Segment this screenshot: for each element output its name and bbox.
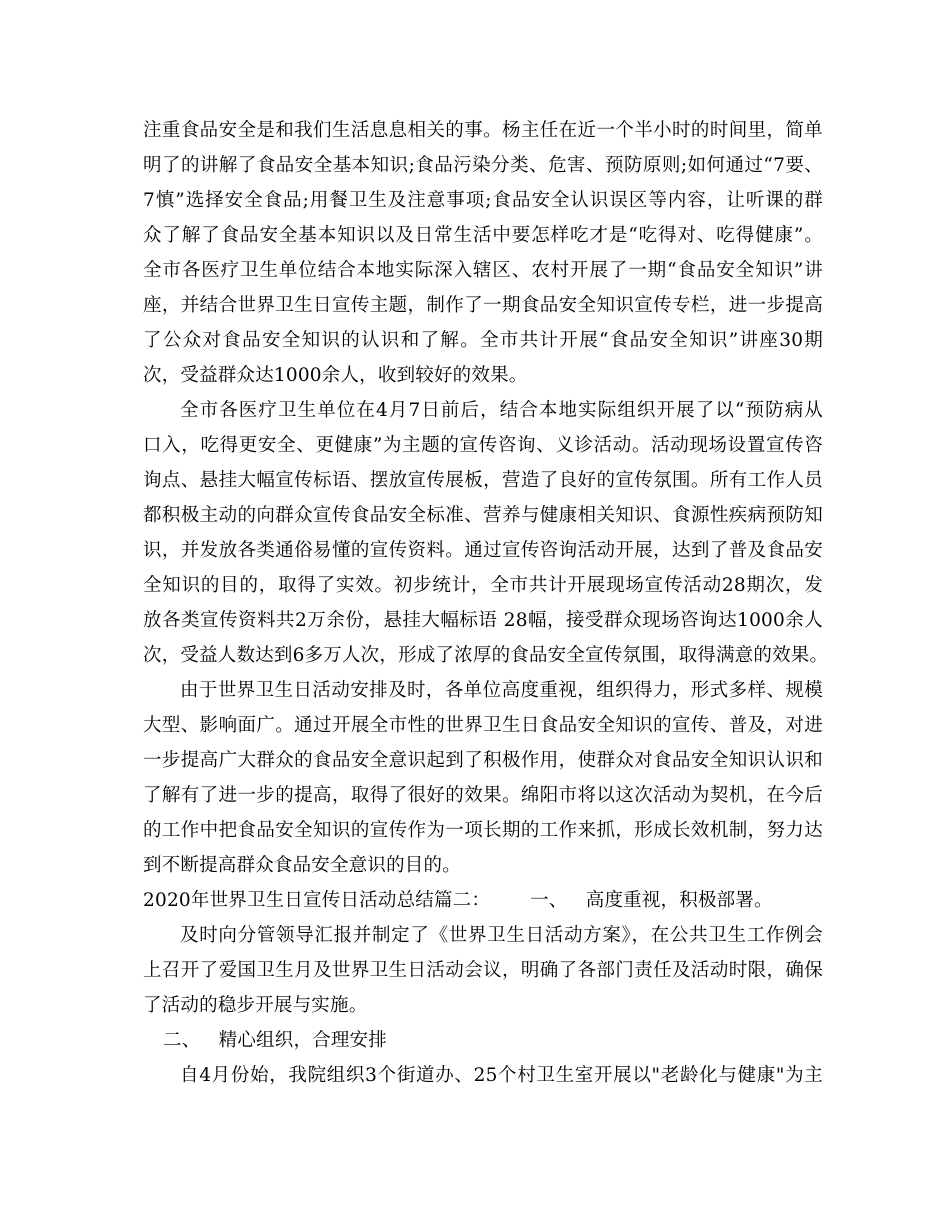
text-line: 次，受益人数达到6多万人次，形成了浓厚的食品安全宣传氛围，取得满意的效果。: [143, 645, 829, 666]
text-line: 由于世界卫生日活动安排及时，各单位高度重视，组织得力，形式多样、规模: [180, 680, 823, 701]
section-2-text: 精心组织，合理安排: [218, 1030, 387, 1051]
text-line: 放各类宣传资料共2万余份，悬挂大幅标语 28幅，接受群众现场咨询达1000余人: [143, 610, 823, 631]
text-line: 一步提高广大群众的食品安全意识起到了积极作用，使群众对食品安全知识认识和: [143, 750, 823, 771]
heading-title: 2020年世界卫生日宣传日活动总结篇二：: [143, 890, 491, 911]
section-2-heading: [143, 1023, 823, 1058]
text-line: 全知识的目的，取得了实效。初步统计，全市共计开展现场宣传活动28期次，发: [143, 575, 823, 596]
section-2-number: 二、: [163, 1030, 201, 1051]
text-line: 及时向分管领导汇报并制定了《世界卫生日活动方案》，在公共卫生工作例会: [180, 925, 823, 946]
text-line: 明了的讲解了食品安全基本知识;食品污染分类、危害、预防原则;如何通过“7要、: [143, 155, 823, 176]
text-line: 次，受益群众达1000余人，收到较好的效果。: [143, 365, 528, 386]
text-line: 大型、影响面广。通过开展全市性的世界卫生日食品安全知识的宣传、普及，对进: [143, 715, 823, 736]
text-line: 座，并结合世界卫生日宣传主题，制作了一期食品安全知识宣传专栏，进一步提高: [143, 295, 823, 316]
text-line: 了解有了进一步的提高，取得了很好的效果。绵阳市将以这次活动为契机，在今后: [143, 785, 823, 806]
text-line: 上召开了爱国卫生月及世界卫生日活动会议，明确了各部门责任及活动时限，确保: [143, 960, 823, 981]
heading-item-text: 高度重视，积极部署。: [585, 890, 773, 911]
text-line: 众了解了食品安全基本知识以及日常生活中要怎样吃才是“吃得对、吃得健康”。: [143, 225, 823, 246]
text-line: 了活动的稳步开展与实施。: [143, 995, 368, 1016]
text-line: 询点、悬挂大幅宣传标语、摆放宣传展板，营造了良好的宣传氛围。所有工作人员: [143, 470, 823, 491]
text-line: 识，并发放各类通俗易懂的宣传资料。通过宣传咨询活动开展，达到了普及食品安: [143, 540, 823, 561]
text-line: 7慎”选择安全食品;用餐卫生及注意事项;食品安全认识误区等内容，让听课的群: [143, 190, 823, 211]
document-body: [143, 113, 829, 1093]
text-line: 口入，吃得更安全、更健康”为主题的宣传咨询、义诊活动。活动现场设置宣传咨: [143, 435, 823, 456]
text-line: 了公众对食品安全知识的认识和了解。全市共计开展“食品安全知识”讲座30期: [143, 330, 823, 351]
text-line: 到不断提高群众食品安全意识的目的。: [143, 855, 461, 876]
text-line: 都积极主动的向群众宣传食品安全标准、营养与健康相关知识、食源性疾病预防知: [143, 505, 823, 526]
text-line: 全市各医疗卫生单位结合本地实际深入辖区、农村开展了一期“食品安全知识”讲: [143, 260, 823, 281]
text-line: 注重食品安全是和我们生活息息相关的事。杨主任在近一个半小时的时间里，简单: [143, 120, 823, 141]
text-line: 全市各医疗卫生单位在4月7日前后，结合本地实际组织开展了以“预防病从: [180, 400, 823, 421]
section-heading: [143, 883, 823, 918]
text-line: 的工作中把食品安全知识的宣传作为一项长期的工作来抓，形成长效机制，努力达: [143, 820, 823, 841]
heading-item-number: 一、: [530, 890, 568, 911]
text-line: 自4月份始，我院组织3个街道办、25个村卫生室开展以"老龄化与健康"为主: [180, 1065, 823, 1086]
